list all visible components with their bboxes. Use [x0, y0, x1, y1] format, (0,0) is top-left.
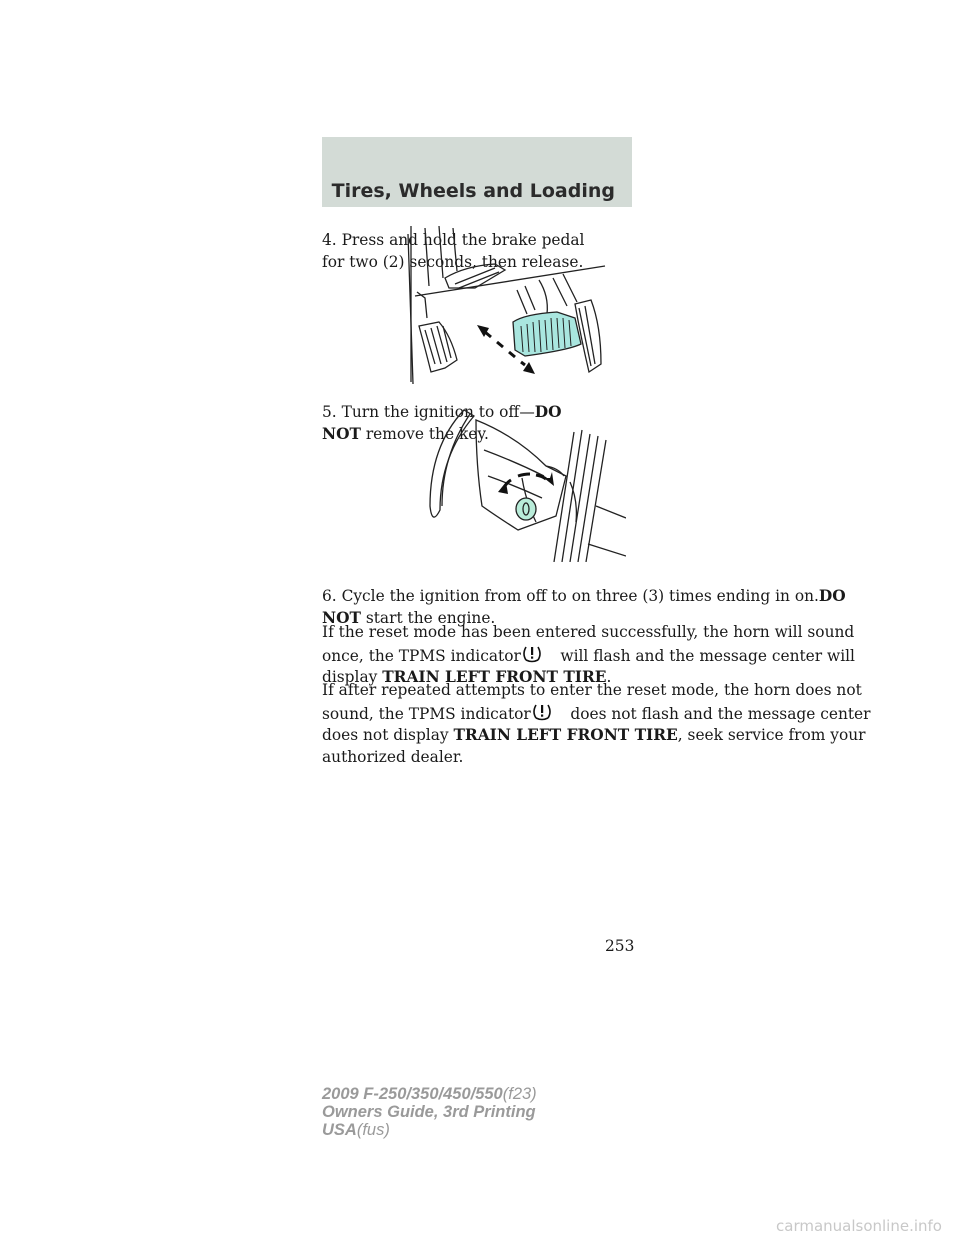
step-6-suffix: start the engine. [360, 608, 496, 627]
reset-fail-line-2b: does not flash and the message center [570, 704, 871, 723]
reset-fail-line-4: authorized dealer. [322, 747, 464, 766]
reset-fail-line-3b: , seek service from your [677, 726, 866, 744]
reset-success-line-2a: once, the TPMS indicator [322, 646, 521, 665]
footer-region: USA [322, 1121, 357, 1139]
step-6-do: DO [818, 587, 846, 605]
reset-fail-line-1: If after repeated attempts to enter the reset mode, the horn does not [322, 681, 862, 699]
step-5-prefix: 5. Turn the ignition to off— [322, 403, 535, 421]
footer-edition: Owners Guide, 3rd Printing [322, 1103, 536, 1121]
reset-success-line-3b: . [606, 668, 612, 686]
footer [322, 1085, 537, 1139]
ignition-key-illustration [426, 406, 626, 562]
header-band [322, 137, 632, 207]
train-left-front-tire-message: TRAIN LEFT FRONT TIRE [382, 668, 607, 686]
step-6-line-1: 6. Cycle the ignition from off to on three (3) times ending in on. [322, 587, 819, 605]
reset-success-paragraph [322, 622, 855, 689]
tpms-warning-icon [523, 644, 541, 664]
step-4-line: 4. Press and hold the brake pedal for two (2) seconds, then release. [322, 231, 585, 271]
reset-fail-line-3a: does not display [322, 726, 454, 744]
train-left-front-tire-message: TRAIN LEFT FRONT TIRE [453, 726, 678, 744]
footer-model-code: (f23) [502, 1085, 537, 1103]
watermark: carmanualsonline.info [776, 1217, 942, 1235]
step-5-not: NOT [322, 424, 361, 443]
reset-fail-line-2a: sound, the TPMS indicator [322, 704, 531, 723]
page-number: 253 [605, 937, 635, 955]
step-6-not: NOT [322, 608, 361, 627]
footer-model: 2009 F-250/350/450/550 [322, 1085, 503, 1103]
brake-pedal-illustration [405, 226, 631, 384]
step-5-suffix: remove the key. [360, 424, 489, 443]
section-title: Tires, Wheels and Loading [331, 180, 615, 202]
reset-success-line-3a: display [322, 668, 383, 686]
reset-success-line-1: If the reset mode has been entered successfully, the horn will sound [322, 623, 855, 641]
reset-fail-paragraph [322, 680, 871, 768]
reset-success-line-2b: will flash and the message center will [560, 646, 855, 665]
tpms-warning-icon [533, 702, 551, 722]
footer-region-code: (fus) [356, 1121, 390, 1139]
step-5-do: DO [534, 403, 562, 421]
